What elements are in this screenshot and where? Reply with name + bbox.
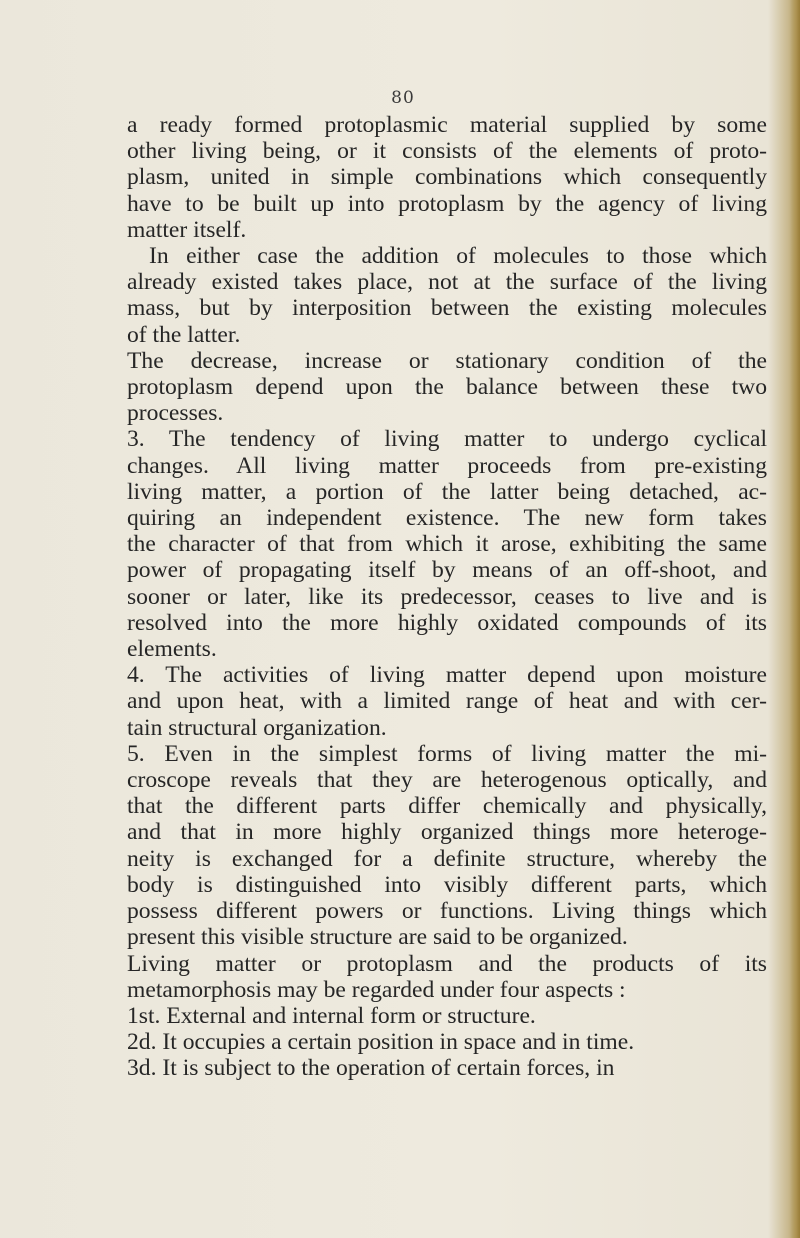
- text-line: processes.: [127, 400, 224, 427]
- text-line: matter itself.: [127, 216, 247, 243]
- text-line: the character of that from which it arose, exhibiting the same: [127, 531, 767, 558]
- text-line: 3. The tendency of living matter to undergo cyclical: [127, 426, 767, 453]
- text-line: living matter, a portion of the latter being detached, ac-: [127, 478, 767, 505]
- text-line: metamorphosis may be regarded under four aspects :: [127, 976, 626, 1003]
- text-line: resolved into the more highly oxidated compounds of its: [127, 609, 767, 636]
- text-line: that the different parts differ chemically and physically,: [127, 793, 767, 820]
- text-line: and that in more highly organized things more heteroge-: [127, 819, 767, 846]
- text-line: 4. The activities of living matter depend upon moisture: [127, 662, 767, 689]
- text-line: In either case the addition of molecules to those which: [149, 243, 767, 270]
- text-line: 5. Even in the simplest forms of living matter the mi-: [127, 740, 767, 767]
- text-line: plasm, united in simple combinations which consequently: [127, 164, 767, 191]
- text-line: The decrease, increase or stationary condition of the: [127, 347, 767, 374]
- text-line: 2d. It occupies a certain position in space and in time.: [127, 1029, 635, 1056]
- text-line: a ready formed protoplasmic material supplied by some: [127, 112, 767, 138]
- text-line: protoplasm depend upon the balance between these two: [127, 374, 767, 401]
- text-line: mass, but by interposition between the existing molecules: [127, 295, 767, 322]
- text-line: and upon heat, with a limited range of heat and with cer-: [127, 688, 767, 715]
- text-line: already existed takes place, not at the surface of the living: [127, 269, 767, 296]
- text-line: present this visible structure are said to be organized.: [127, 924, 628, 951]
- text-line: of the latter.: [127, 321, 241, 348]
- text-line: neity is exchanged for a definite structure, whereby the: [127, 845, 767, 872]
- page-edge-shadow: [790, 0, 800, 1238]
- text-line: Living matter or protoplasm and the products of its: [127, 950, 767, 977]
- text-line: possess different powers or functions. Living things which: [127, 898, 767, 925]
- text-line: body is distinguished into visibly different parts, which: [127, 871, 767, 898]
- text-line: changes. All living matter proceeds from pre-existing: [127, 452, 767, 479]
- page-number: 80: [391, 88, 415, 108]
- text-line: 1st. External and internal form or structure.: [127, 1002, 536, 1029]
- body-text: [127, 112, 767, 1082]
- text-line: quiring an independent existence. The new form takes: [127, 505, 767, 532]
- text-line: croscope reveals that they are heterogenous optically, and: [127, 767, 767, 794]
- text-line: elements.: [127, 636, 217, 663]
- text-line: power of propagating itself by means of an off-shoot, and: [127, 557, 767, 584]
- text-line: tain structural organization.: [127, 714, 387, 741]
- text-line: have to be built up into protoplasm by the agency of living: [127, 190, 767, 217]
- text-line: sooner or later, like its predecessor, ceases to live and is: [127, 583, 767, 610]
- text-line: other living being, or it consists of the elements of proto-: [127, 138, 767, 165]
- text-line: 3d. It is subject to the operation of certain forces, in: [127, 1055, 615, 1082]
